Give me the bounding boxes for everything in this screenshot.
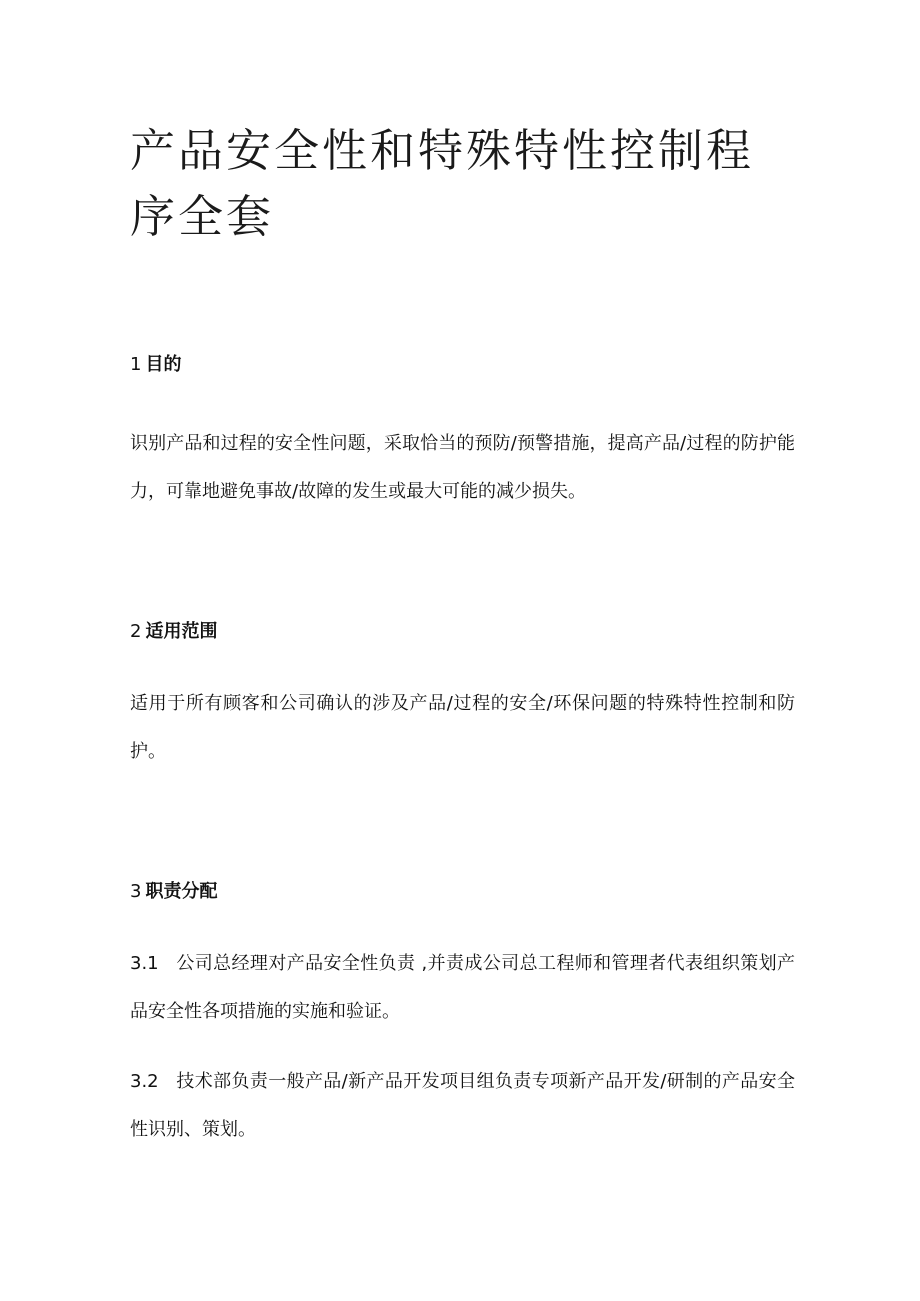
section-heading-purpose — [130, 353, 181, 377]
section-title: 适用范围 — [145, 621, 218, 642]
item-number: 3.1 — [130, 953, 159, 974]
section-heading-scope — [130, 620, 217, 644]
section-title: 职责分配 — [145, 881, 218, 902]
section-heading-responsibilities — [130, 880, 217, 904]
document-title: 产品安全性和特殊特性控制程序全套 — [130, 124, 755, 243]
list-item-3-1 — [130, 940, 795, 1036]
item-text: 技术部负责一般产品/新产品开发项目组负责专项新产品开发/研制的产品安全性识别、策划。 — [130, 1071, 795, 1140]
list-item-3-2 — [130, 1058, 795, 1154]
section-title: 目的 — [145, 354, 182, 375]
section-number: 3 — [130, 881, 142, 902]
item-number: 3.2 — [130, 1071, 159, 1092]
section-number: 1 — [130, 354, 142, 375]
section-body-purpose: 识别产品和过程的安全性问题，采取恰当的预防/预警措施，提高产品/过程的防护能力，可靠地避免事故/故障的发生或最大可能的减少损失。 — [130, 433, 796, 502]
item-text: 公司总经理对产品安全性负责 ,并责成公司总工程师和管理者代表组织策划产品安全性各项措施的实施和验证。 — [130, 953, 795, 1022]
section-number: 2 — [130, 621, 142, 642]
section-body-scope: 适用于所有顾客和公司确认的涉及产品/过程的安全/环保问题的特殊特性控制和防护。 — [130, 693, 795, 762]
